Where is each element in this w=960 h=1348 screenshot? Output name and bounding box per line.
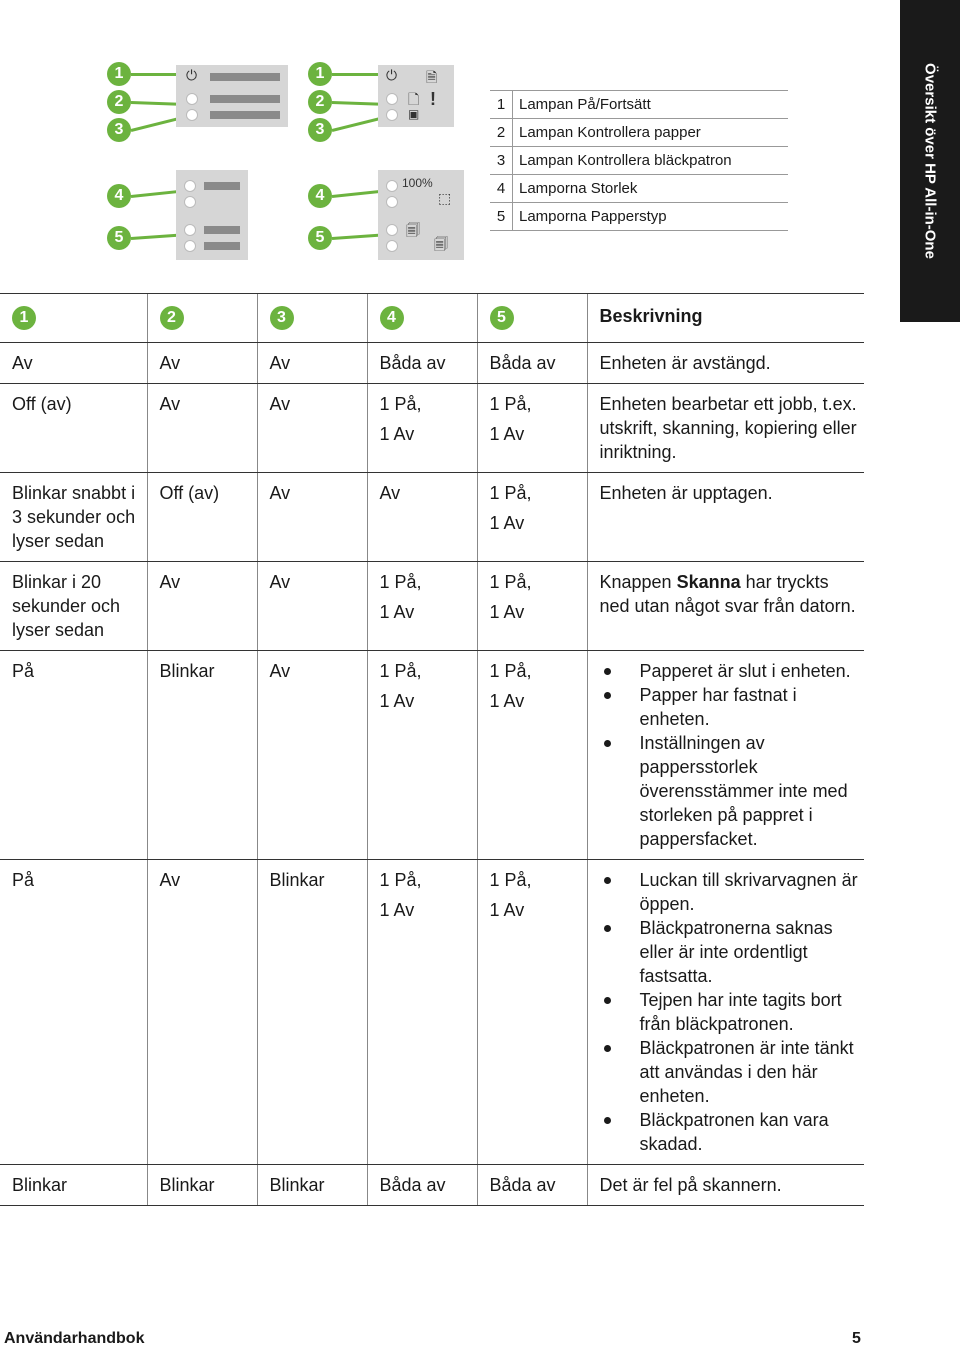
cell-line: 1 Av (379, 602, 415, 622)
cell-light-3: Av (257, 343, 367, 384)
desc-text: Knappen (599, 572, 677, 592)
cell-light-5 (477, 860, 587, 1165)
led (186, 109, 198, 121)
cell-light-2: Blinkar (147, 651, 257, 860)
cell-line: Båda av (489, 353, 556, 373)
side-tab-label: Översikt över HP All-in-One (921, 63, 939, 259)
control-panel-bottom-left (176, 170, 248, 260)
cell-light-4 (367, 562, 477, 651)
led (184, 224, 196, 236)
header-col-2 (147, 294, 257, 343)
table-header-row (0, 294, 864, 343)
cell-light-2: Off (av) (147, 473, 257, 562)
side-tab (900, 0, 960, 322)
cell-line: 1 På, (489, 661, 532, 681)
ink-cartridge-icon: ▣ (408, 107, 420, 121)
cell-line: 1 På, (379, 870, 422, 890)
panel-bar (210, 111, 280, 119)
table-row (0, 651, 864, 860)
cell-light-1: Av (0, 343, 147, 384)
cell-light-2: Av (147, 343, 257, 384)
cell-description: Enheten är upptagen. (587, 473, 864, 562)
led (386, 240, 398, 252)
cell-line: 1 Av (489, 691, 525, 711)
cell-light-3: Av (257, 562, 367, 651)
list-item: Inställningen av pappersstorlek överensstämmer inte med storleken på pappret i pappersfacket. (600, 731, 859, 851)
cell-line: 1 På, (379, 572, 422, 592)
cell-light-2: Blinkar (147, 1165, 257, 1206)
cell-light-1: På (0, 860, 147, 1165)
cell-description: Det är fel på skannern. (587, 1165, 864, 1206)
header-callout-1: 1 (12, 306, 36, 330)
list-item: Bläckpatronerna saknas eller är inte ordentligt fastsatta. (600, 916, 859, 988)
list-item: Bläckpatronen kan vara skadad. (600, 1108, 859, 1156)
callout-3-right: 3 (308, 118, 332, 142)
table-row (0, 343, 864, 384)
cell-light-3: Blinkar (257, 1165, 367, 1206)
led (184, 196, 196, 208)
legend-num: 2 (490, 119, 513, 147)
cell-light-1: På (0, 651, 147, 860)
table-row (0, 384, 864, 473)
legend-row (490, 175, 788, 203)
cell-light-4 (367, 343, 477, 384)
led (386, 109, 398, 121)
callout-2-right: 2 (308, 90, 332, 114)
cell-light-1: Blinkar i 20 sekunder och lyser sedan (0, 562, 147, 651)
cell-light-4 (367, 473, 477, 562)
scan-button-name: Skanna (676, 572, 741, 592)
legend-num: 4 (490, 175, 513, 203)
cell-description (587, 651, 864, 860)
cell-line: Båda av (489, 1175, 556, 1195)
header-callout-5: 5 (490, 306, 514, 330)
cell-line: Båda av (379, 353, 446, 373)
cell-light-3: Av (257, 384, 367, 473)
cell-light-2: Av (147, 860, 257, 1165)
cell-line: 1 På, (379, 661, 422, 681)
callout-5-right: 5 (308, 226, 332, 250)
cell-line: 1 Av (489, 424, 525, 444)
paper-icon: 🗋 (408, 91, 420, 107)
cell-light-2: Av (147, 384, 257, 473)
cell-light-4 (367, 651, 477, 860)
control-panel-top-left (176, 65, 288, 127)
callout-1-left: 1 (107, 62, 131, 86)
header-col-5 (477, 294, 587, 343)
table-row (0, 1165, 864, 1206)
list-item: Papperet är slut i enheten. (600, 659, 859, 683)
cell-light-1: Off (av) (0, 384, 147, 473)
footer-manual-title: Användarhandbok (4, 1330, 145, 1347)
led (386, 93, 398, 105)
header-col-1 (0, 294, 147, 343)
cell-light-5 (477, 562, 587, 651)
list-item: Tejpen har inte tagits bort från bläckpatronen. (600, 988, 859, 1036)
status-light-table (0, 293, 864, 1206)
list-item: Papper har fastnat i enheten. (600, 683, 859, 731)
legend-row (490, 147, 788, 175)
list-item: Luckan till skrivarvagnen är öppen. (600, 868, 859, 916)
callout-3-left: 3 (107, 118, 131, 142)
cell-description (587, 860, 864, 1165)
legend-row (490, 91, 788, 119)
header-col-4 (367, 294, 477, 343)
page-number: 5 (852, 1330, 861, 1347)
legend-row (490, 119, 788, 147)
cell-light-5 (477, 651, 587, 860)
legend-text: Lampan Kontrollera bläckpatron (513, 147, 789, 175)
cell-line: 1 Av (379, 691, 415, 711)
table-row (0, 562, 864, 651)
cell-light-4 (367, 384, 477, 473)
cell-light-2: Av (147, 562, 257, 651)
cell-description: Enheten är avstängd. (587, 343, 864, 384)
cell-light-4 (367, 860, 477, 1165)
cell-line: 1 På, (489, 870, 532, 890)
panel-bar (210, 73, 280, 81)
led (386, 196, 398, 208)
table-row (0, 860, 864, 1165)
desc-text: har tryckts ned utan något svar från datorn. (599, 572, 856, 616)
header-col-3 (257, 294, 367, 343)
cell-light-1: Blinkar (0, 1165, 147, 1206)
legend-num: 1 (490, 91, 513, 119)
cell-description: Enheten bearbetar ett jobb, t.ex. utskrift, skanning, kopiering eller inriktning. (587, 384, 864, 473)
table-row (0, 473, 864, 562)
cell-line: 1 På, (489, 394, 532, 414)
leader-line (332, 233, 384, 240)
legend-text: Lamporna Papperstyp (513, 203, 789, 231)
bullet-list (600, 868, 859, 1156)
leader-line (332, 73, 380, 76)
callout-1-right: 1 (308, 62, 332, 86)
cell-line: 1 Av (489, 900, 525, 920)
header-callout-4: 4 (380, 306, 404, 330)
callout-5-left: 5 (107, 226, 131, 250)
cell-description (587, 562, 864, 651)
control-panel-bottom-right (378, 170, 464, 260)
cell-line: 1 Av (489, 602, 525, 622)
cell-line: 1 På, (489, 572, 532, 592)
cell-line: 1 På, (489, 483, 532, 503)
leader-line (131, 73, 179, 76)
cell-line: 1 Av (379, 424, 415, 444)
leader-line (332, 190, 384, 198)
exclamation-icon: ! (430, 89, 436, 109)
panel-bar (204, 242, 240, 250)
cell-light-1: Blinkar snabbt i 3 sekunder och lyser sedan (0, 473, 147, 562)
legend-row (490, 203, 788, 231)
cell-light-3: Av (257, 651, 367, 860)
callout-2-left: 2 (107, 90, 131, 114)
cell-line: 1 Av (379, 900, 415, 920)
legend-text: Lampan Kontrollera papper (513, 119, 789, 147)
header-callout-2: 2 (160, 306, 184, 330)
size-100-label: 100% (402, 176, 433, 190)
legend-table (490, 90, 788, 231)
legend-num: 5 (490, 203, 513, 231)
legend-text: Lampan På/Fortsätt (513, 91, 789, 119)
led (386, 224, 398, 236)
panel-bar (204, 226, 240, 234)
cell-light-5 (477, 343, 587, 384)
header-callout-3: 3 (270, 306, 294, 330)
panel-bar (204, 182, 240, 190)
power-icon: ⏻ (386, 67, 398, 83)
leader-line (332, 101, 384, 106)
led (386, 180, 398, 192)
led (184, 180, 196, 192)
cell-light-5 (477, 384, 587, 473)
cell-line: Båda av (379, 1175, 446, 1195)
led (184, 240, 196, 252)
callout-4-right: 4 (308, 184, 332, 208)
resume-icon: 🗎 (426, 69, 438, 85)
legend-num: 3 (490, 147, 513, 175)
fit-to-page-icon: ⬚ (438, 190, 452, 206)
control-panel-top-right (378, 65, 454, 127)
cell-line: 1 Av (489, 513, 525, 533)
power-icon: ⏻ (186, 67, 198, 83)
cell-light-3: Blinkar (257, 860, 367, 1165)
cell-line: Av (379, 483, 401, 503)
photo-paper-icon: 🗐 (434, 236, 448, 252)
plain-paper-icon: 🗐 (406, 222, 420, 238)
cell-line: 1 På, (379, 394, 422, 414)
cell-light-5 (477, 473, 587, 562)
header-description: Beskrivning (587, 294, 864, 343)
cell-light-4 (367, 1165, 477, 1206)
list-item: Bläckpatronen är inte tänkt att användas i den här enheten. (600, 1036, 859, 1108)
cell-light-3: Av (257, 473, 367, 562)
bullet-list (600, 659, 859, 851)
legend-text: Lamporna Storlek (513, 175, 789, 203)
cell-light-5 (477, 1165, 587, 1206)
led (186, 93, 198, 105)
panel-bar (210, 95, 280, 103)
callout-4-left: 4 (107, 184, 131, 208)
